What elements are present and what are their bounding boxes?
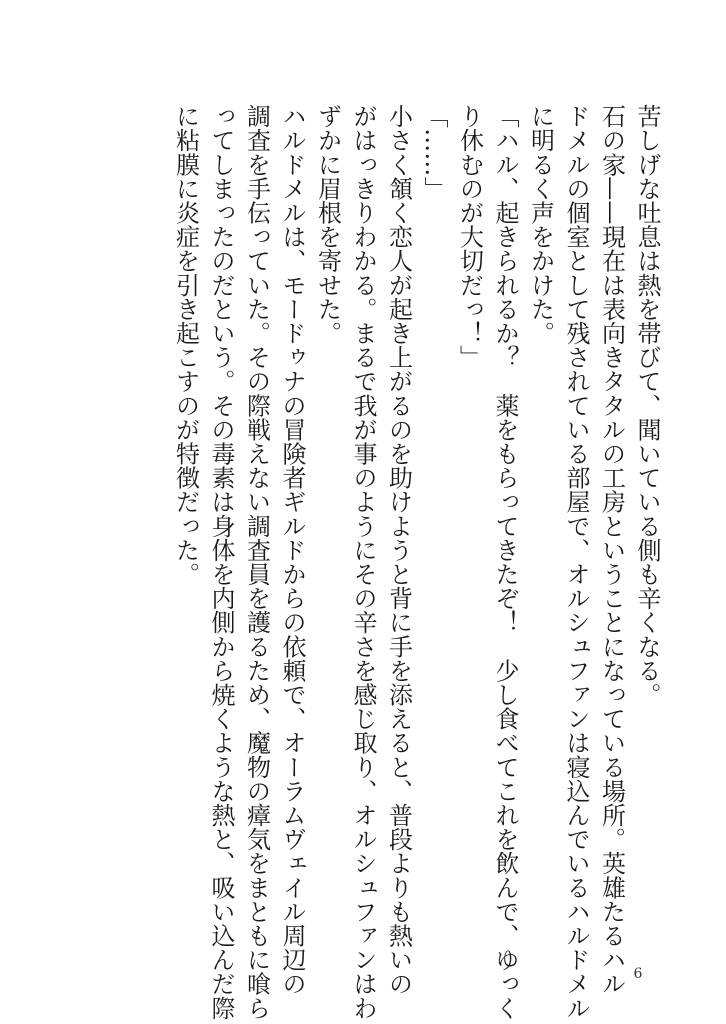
page-number: 6 [633, 966, 643, 982]
text-line: 調査を手伝っていた。その際戦えない調査員を護るため、魔物の瘴気をまともに喰ら [242, 104, 271, 1020]
text-line: ってしまったのだという。その毒素は身体を内側から焼くような熱と、吸い込んだ際 [207, 104, 235, 1020]
text-line: ハルドメルは、モードゥナの冒険者ギルドからの依頼で、オーラムヴェイル周辺の [278, 104, 306, 996]
text-line: 苦しげな吐息は熱を帯びて、聞いている側も辛くなる。 [633, 104, 661, 707]
text-line: 「……」 [420, 104, 448, 201]
text-line: り休むのが大切だっ！」 [455, 104, 484, 370]
vertical-text-block [96, 104, 664, 1020]
text-line: がはっきりわかる。まるで我が事のようにその辛さを感じ取り、オルシュファンはわ [349, 104, 377, 1020]
text-line: 石の家——現在は表向きタタルの工房ということになっている場所。英雄たるハル [597, 104, 626, 996]
text-line: に明るく声をかけた。 [526, 104, 555, 345]
text-line: 「ハル、起きられるか？ 薬をもらってきたぞ！ 少し食べてこれを飲んで、ゆっく [491, 104, 519, 1020]
text-line: ドメルの個室として残されている部屋で、オルシュファンは寝込んでいるハルドメル [562, 104, 590, 1020]
text-line: に粘膜に炎症を引き起こすのが特徴だった。 [171, 104, 200, 586]
text-line: ずかに眉根を寄せた。 [313, 104, 342, 345]
text-line: 小さく頷く恋人が起き上がるのを助けようと背に手を添えると、普段よりも熱いの [384, 104, 413, 996]
